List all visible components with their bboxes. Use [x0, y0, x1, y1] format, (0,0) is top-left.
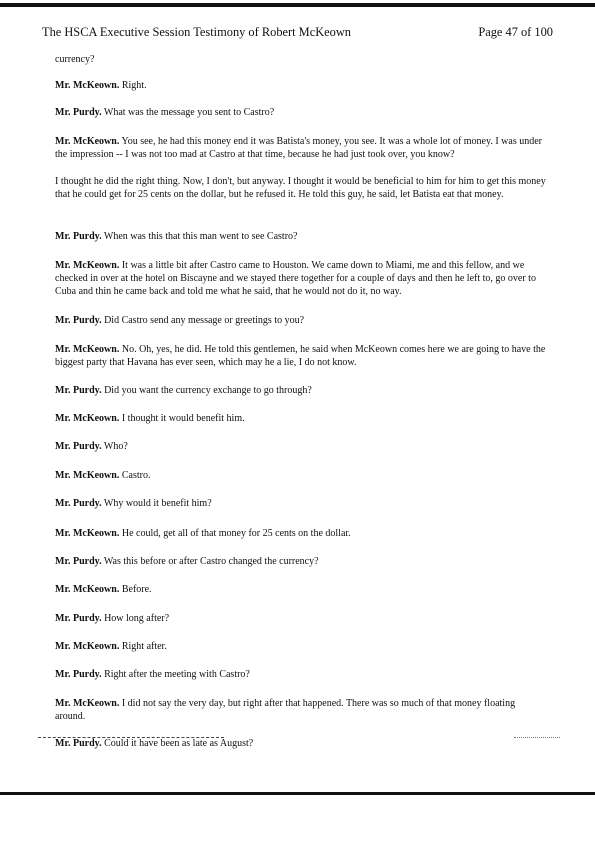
paragraph-text: Did Castro send any message or greetings to you?: [101, 315, 305, 326]
speaker-label: Mr. McKeown.: [55, 413, 120, 424]
paragraph-text: He could, get all of that money for 25 cents on the dollar.: [119, 528, 351, 539]
paragraph-text: When was this that this man went to see Castro?: [101, 231, 298, 242]
paragraph-text: What was the message you sent to Castro?: [101, 107, 275, 118]
paragraph: [55, 613, 547, 626]
speaker-label: Mr. Purdy.: [55, 315, 102, 326]
paragraph: [55, 698, 547, 724]
paragraph-text: No. Oh, yes, he did. He told this gentlemen, he said when McKeown comes here we are going to have the biggest party that Havana has ever seen, which may he a lie, I do not know.: [55, 344, 546, 368]
paragraph: [55, 176, 547, 202]
speaker-label: Mr. McKeown.: [55, 80, 120, 91]
paragraph: [55, 344, 547, 370]
paragraph: [55, 385, 547, 398]
speaker-label: Mr. McKeown.: [55, 641, 120, 652]
speaker-label: Mr. McKeown.: [55, 470, 120, 481]
speaker-label: Mr. Purdy.: [55, 231, 102, 242]
paragraph: [55, 556, 547, 569]
paragraph-text: Who?: [101, 441, 128, 452]
bottom-rule: [0, 792, 595, 795]
speaker-label: Mr. Purdy.: [55, 556, 102, 567]
paragraph: [55, 584, 547, 597]
page-header: [42, 25, 553, 41]
paragraph: [55, 54, 547, 67]
paragraph: [55, 136, 547, 162]
speaker-label: Mr. McKeown.: [55, 344, 120, 355]
speaker-label: Mr. Purdy.: [55, 498, 102, 509]
paragraph-text: Why would it benefit him?: [101, 498, 212, 509]
speaker-label: Mr. McKeown.: [55, 528, 120, 539]
dotted-mark-right: [514, 737, 560, 738]
speaker-label: Mr. McKeown.: [55, 260, 120, 271]
dashed-mark-left: [38, 737, 224, 738]
top-rule: [0, 3, 595, 7]
speaker-label: Mr. McKeown.: [55, 698, 120, 709]
paragraph-text: Right.: [119, 80, 147, 91]
speaker-label: Mr. Purdy.: [55, 441, 102, 452]
paragraph: [55, 80, 547, 93]
paragraph: [55, 315, 547, 328]
page-number: Page 47 of 100: [478, 25, 553, 39]
paragraph: [55, 641, 547, 654]
paragraph-text: It was a little bit after Castro came to Houston. We came down to Miami, me and this fellow, and we checked in over at the hotel on Biscayne and we stayed there together for a couple of days and then he left to, go over to Cuba and thin he came back and told me what he said, that he would not do it, no way.: [55, 260, 536, 297]
speaker-label: Mr. McKeown.: [55, 136, 120, 147]
paragraph: [55, 738, 547, 751]
paragraph-text: You see, he had this money end it was Batista's money, you see. It was a whole lot of money. I was under the impression -- I was not too mad at Castro at that time, because he had just took over, you know?: [55, 136, 542, 160]
paragraph-text: Right after.: [119, 641, 167, 652]
paragraph: [55, 231, 547, 244]
paragraph-text: currency?: [55, 54, 95, 65]
speaker-label: Mr. Purdy.: [55, 669, 102, 680]
speaker-label: Mr. Purdy.: [55, 385, 102, 396]
paragraph-text: Right after the meeting with Castro?: [101, 669, 250, 680]
paragraph: [55, 528, 547, 541]
paragraph-text: I thought it would benefit him.: [119, 413, 245, 424]
paragraph-text: Before.: [119, 584, 152, 595]
paragraph: [55, 107, 547, 120]
speaker-label: Mr. Purdy.: [55, 107, 102, 118]
paragraph-text: I did not say the very day, but right after that happened. There was so much of that money floating around.: [55, 698, 516, 722]
paragraph-text: Did you want the currency exchange to go through?: [101, 385, 312, 396]
speaker-label: Mr. Purdy.: [55, 613, 102, 624]
document-title: The HSCA Executive Session Testimony of Robert McKeown: [42, 25, 351, 39]
paragraph: [55, 441, 547, 454]
speaker-label: Mr. McKeown.: [55, 584, 120, 595]
paragraph: [55, 260, 547, 298]
paragraph: [55, 498, 547, 511]
paragraph-text: Could it have been as late as August?: [101, 738, 254, 749]
speaker-label: Mr. Purdy.: [55, 738, 102, 749]
scan-artifact-line: [38, 735, 560, 739]
paragraph: [55, 413, 547, 426]
paragraph-text: Was this before or after Castro changed the currency?: [101, 556, 319, 567]
paragraph-text: How long after?: [101, 613, 170, 624]
paragraph-text: Castro.: [119, 470, 151, 481]
paragraph: [55, 669, 547, 682]
paragraph-text: I thought he did the right thing. Now, I don't, but anyway. I thought it would be beneficial to him for him to get this money that he could get for 25 cents on the dollar, but he refused it. He told this guy, he said, let Batista eat that money.: [55, 176, 546, 200]
paragraph: [55, 470, 547, 483]
